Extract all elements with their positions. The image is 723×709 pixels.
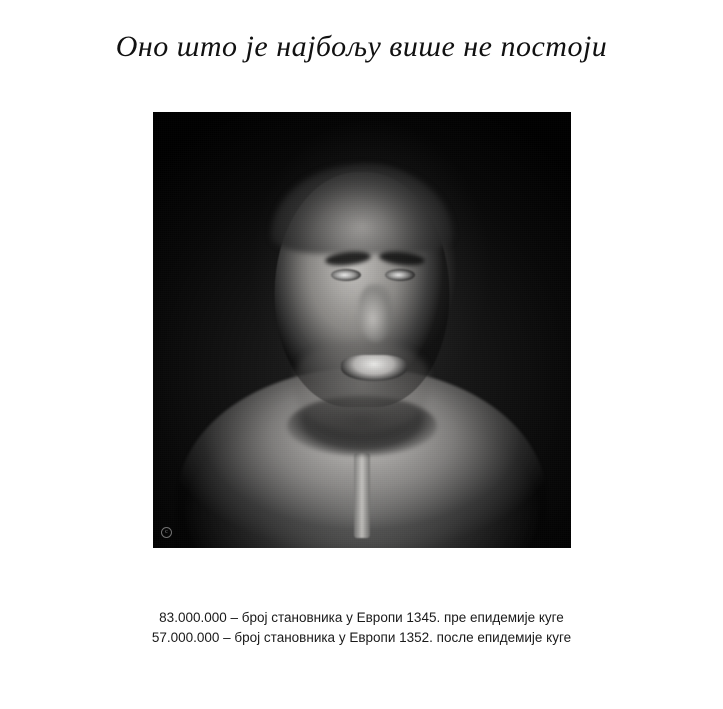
- caption-line-2: 57.000.000 – број становника у Европи 1352. после епидемије куге: [151, 630, 572, 645]
- photo-nose: [359, 284, 393, 342]
- copyright-icon: c: [161, 527, 172, 538]
- photo-mouth: [341, 355, 407, 381]
- photograph: [153, 112, 571, 548]
- photo-eye-left: [331, 269, 361, 281]
- photo-eye-right: [385, 269, 415, 281]
- photo-caption: [0, 608, 723, 648]
- page-title: Оно што је најбољу више не постоји: [115, 30, 608, 63]
- caption-line-1: 83.000.000 – број становника у Европи 1345. пре епидемије куге: [159, 610, 564, 625]
- photo-shirt-placket: [354, 453, 370, 538]
